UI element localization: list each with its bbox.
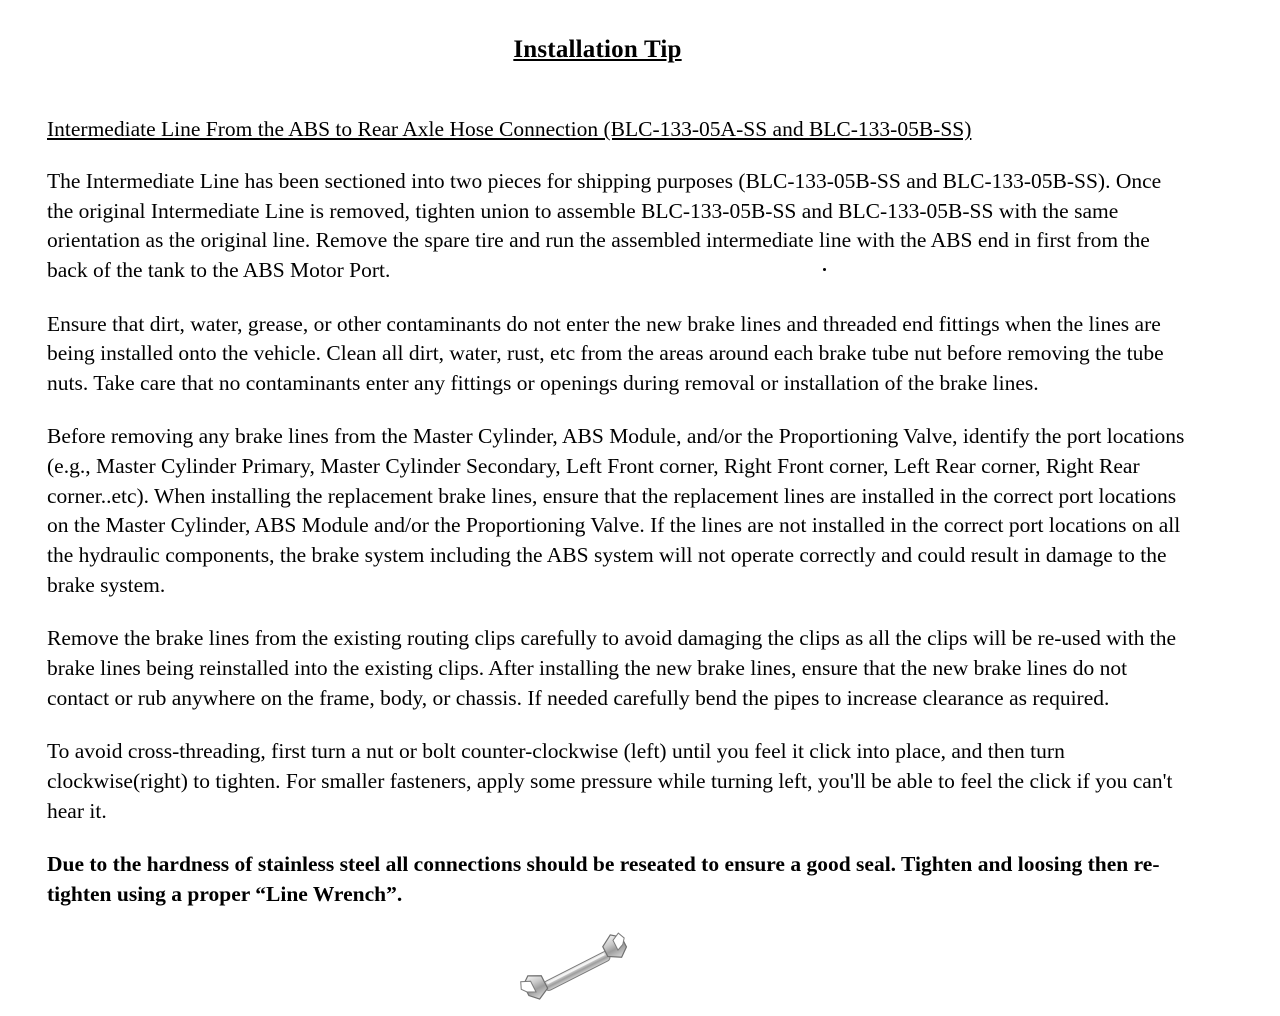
paragraph-4: Remove the brake lines from the existing routing clips carefully to avoid damaging the clips as all the clips will be re-used with the brake lines being reinstalled into the existing clips. After installing the new brake lines, ensure that the new brake lines do not contact or rub anywhere on the frame, body, or chassis. If needed carefully bend the pipes to increase clearance as required.	[47, 626, 1177, 710]
open-end-wrench-image	[517, 931, 637, 1011]
page-title: Installation Tip	[513, 36, 682, 63]
section-subtitle: Intermediate Line From the ABS to Rear Axle Hose Connection (BLC-133-05A-SS and BLC-133-05B-SS)	[47, 117, 972, 141]
paragraph-2: Ensure that dirt, water, grease, or other contaminants do not enter the new brake lines and threaded end fittings when the lines are being installed onto the vehicle. Clean all dirt, water, rust, etc from the areas around each brake tube nut before removing the tube nuts. Take care that no contaminants enter any fittings or openings during removal or installation of the brake lines.	[47, 311, 1164, 395]
paragraph-6-warning: Due to the hardness of stainless steel all connections should be reseated to ensure a good seal. Tighten and loosing then re-tighten using a proper “Line Wrench”.	[47, 852, 1160, 906]
stray-punctuation-mark	[823, 268, 826, 271]
paragraph-5: To avoid cross-threading, first turn a nut or bolt counter-clockwise (left) until you feel it click into place, and then turn clockwise(right) to tighten. For smaller fasteners, apply some pressure while turning left, you'll be able to feel the click if you can't hear it.	[47, 739, 1173, 823]
paragraph-1: The Intermediate Line has been sectioned into two pieces for shipping purposes (BLC-133-05B-SS and BLC-133-05B-SS). Once the original Intermediate Line is removed, tighten union to assemble BLC-133-05B-SS and BLC-133-05B-SS with the same orientation as the original line. Remove the spare tire and run the assembled intermediate line with the ABS end in first from the back of the tank to the ABS Motor Port.	[47, 168, 1162, 282]
paragraph-3: Before removing any brake lines from the Master Cylinder, ABS Module, and/or the Proportioning Valve, identify the port locations (e.g., Master Cylinder Primary, Master Cylinder Secondary, Left Front corner, Right Front corner, Left Rear corner, Right Rear corner..etc). When installing the replacement brake lines, ensure that the replacement lines are installed in the correct port locations on the Master Cylinder, ABS Module and/or the Proportioning Valve. If the lines are not installed in the correct port locations on all the hydraulic components, the brake system including the ABS system will not operate correctly and could result in damage to the brake system.	[47, 424, 1185, 597]
